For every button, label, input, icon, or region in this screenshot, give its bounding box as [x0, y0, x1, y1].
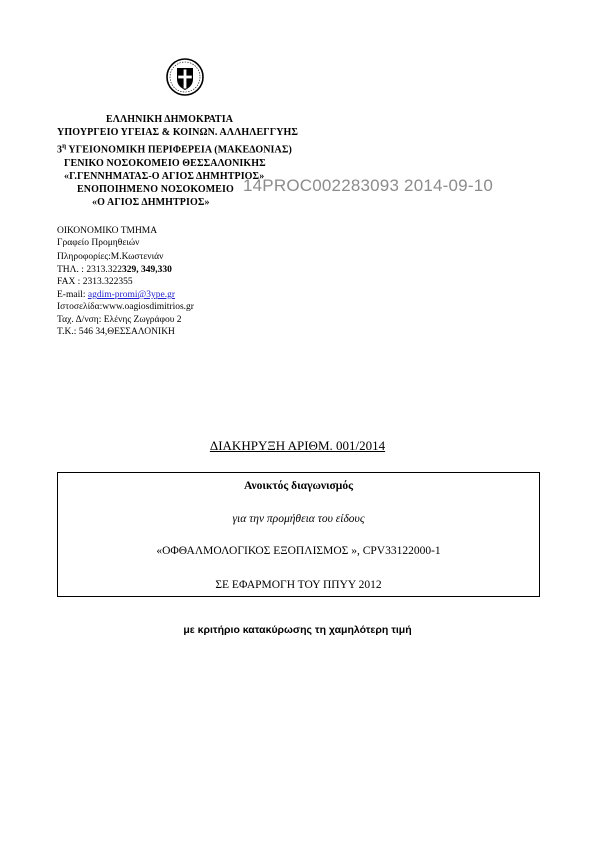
- email: E-mail: agdim-promi@3ype.gr: [57, 290, 175, 300]
- office-name: Γραφείο Προμηθειών: [57, 238, 140, 248]
- header-unified-hospital-name: «Ο ΑΓΙΟΣ ΔΗΜΗΤΡΙΟΣ»: [92, 197, 210, 208]
- website: Ιστοσελίδα:www.oagiosdimitrios.gr: [57, 302, 194, 312]
- header-hospital: ΓΕΝΙΚΟ ΝΟΣΟΚΟΜΕΙΟ ΘΕΣΣΑΛΟΝΙΚΗΣ: [64, 158, 266, 169]
- address: Ταχ. Δ/νση: Ελένης Ζωγράφου 2: [57, 315, 182, 325]
- postal-code: Τ.Κ.: 546 34,ΘΕΣΣΑΛΟΝΙΚΗ: [57, 327, 175, 337]
- header-unified-hospital: ΕΝΟΠΟΙΗΜΕΝΟ ΝΟΣΟΚΟΜΕΙΟ: [77, 184, 234, 195]
- telephone: ΤΗΛ. : 2313.322329, 349,330: [57, 265, 172, 275]
- header-health-region: $3^\eta$ ΥΓΕΙΟΝΟΜΙΚΗ ΠΕΡΙΦΕΡΕΙΑ (ΜΑΚΕΔΟΝΙΑΣ): [57, 142, 292, 156]
- tender-legal-basis: ΣΕ ΕΦΑΡΜΟΓΗ ΤΟΥ ΠΠΥΥ 2012: [215, 579, 382, 591]
- header-ministry: ΥΠΟΥΡΓΕΙΟ ΥΓΕΙΑΣ & ΚΟΙΝΩΝ. ΑΛΛΗΛΕΓΓΥΗΣ: [57, 127, 299, 138]
- declaration-title: ΔΙΑΚΗΡΥΞΗ ΑΡΙΘΜ. 001/2014: [209, 438, 386, 453]
- tender-item: «ΟΦΘΑΛΜΟΛΟΓΙΚΟΣ ΕΞΟΠΛΙΣΜΟΣ », CPV33122000-1: [156, 545, 441, 557]
- fax: FAX : 2313.322355: [57, 277, 133, 287]
- tender-purpose: για την προμήθεια του είδους: [232, 513, 365, 525]
- email-link[interactable]: agdim-promi@3ype.gr: [87, 290, 175, 300]
- header-country: ΕΛΛΗΝΙΚΗ ΔΗΜΟΚΡΑΤΙΑ: [106, 114, 234, 125]
- department-name: ΟΙΚΟΝΟΜΙΚΟ ΤΜΗΜΑ: [57, 226, 158, 236]
- tender-type: Ανοικτός διαγωνισμός: [244, 480, 353, 492]
- header-hospital-name: «Γ.ΓΕΝΝΗΜΑΤΑΣ-Ο ΑΓΙΟΣ ΔΗΜΗΤΡΙΟΣ»: [64, 171, 265, 182]
- greek-coat-of-arms-icon: [165, 57, 205, 97]
- contact-info: Πληροφορίες:Μ.Κωστενιάν: [57, 252, 164, 262]
- registry-stamp: 14PROC002283093 2014-09-10: [243, 176, 493, 195]
- award-criterion: με κριτήριο κατακύρωσης τη χαμηλότερη τιμή: [183, 624, 412, 636]
